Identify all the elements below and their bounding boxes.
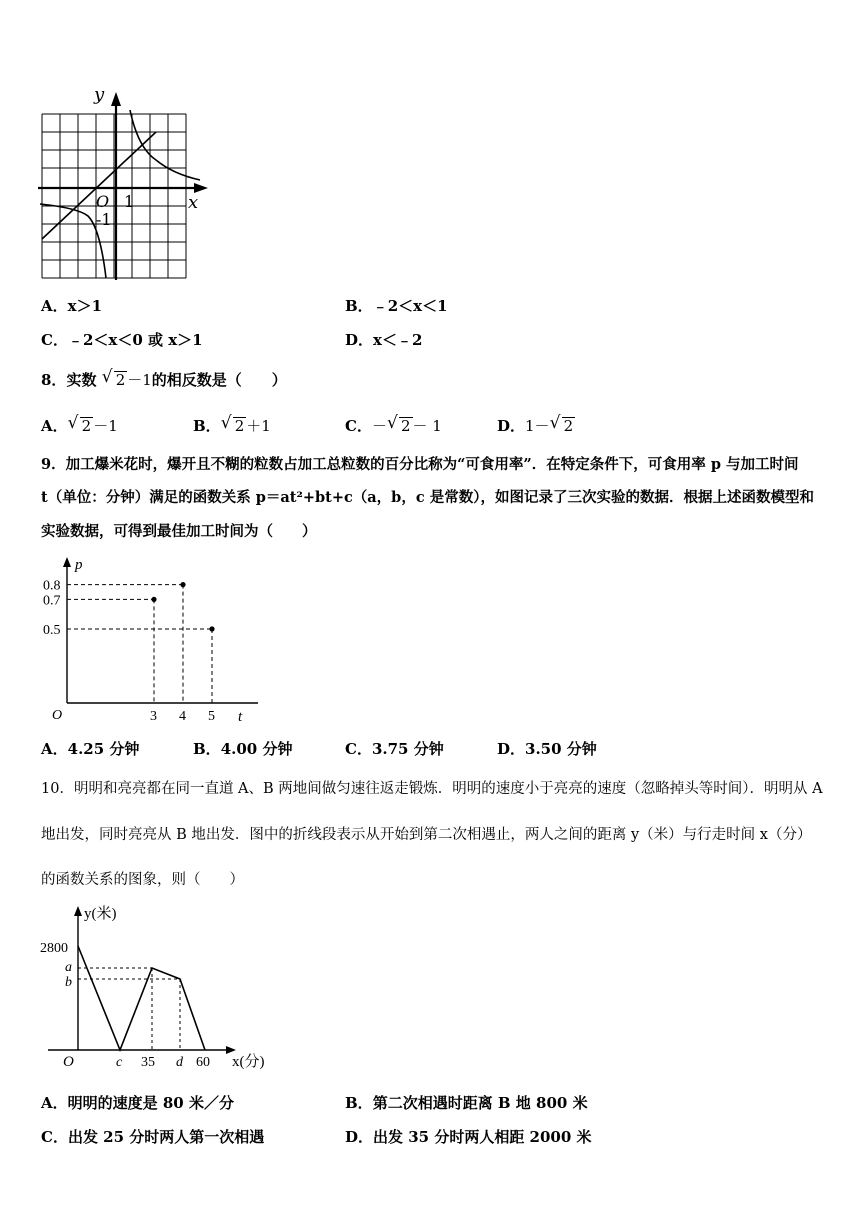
q9-xtick: 5 [208, 709, 215, 724]
q9-ylabel: p [75, 557, 83, 573]
q9-xlabel: t [238, 709, 243, 725]
q10-ytick-2800: 2800 [40, 941, 68, 956]
q9-option-a: A．4.25 分钟 [41, 740, 140, 758]
q10-stem-line1: 10．明明和亮亮都在同一直道 A、B 两地间做匀速往返走锻炼．明明的速度小于亮亮的速度（忽略掉头等时间）．明明从 A [41, 781, 823, 797]
q7-option-d: D．x＜﹣2 [345, 331, 423, 349]
q7-graph [38, 84, 210, 280]
q7-option-a: A．x＞1 [41, 297, 103, 315]
q9-stem-line3: 实验数据，可得到最佳加工时间为（ ） [41, 523, 317, 540]
q7-option-c: C．﹣2＜x＜0 或 x＞1 [41, 331, 203, 349]
q10-graph [38, 900, 278, 1080]
q9-ytick: 0.5 [43, 623, 61, 638]
q10-xtick-60: 60 [196, 1055, 210, 1070]
q10-option-b: B．第二次相遇时距离 B 地 800 米 [345, 1094, 588, 1112]
q10-xtick-c: c [116, 1055, 123, 1070]
q10-xlabel: x(分) [232, 1054, 265, 1070]
q9-xtick: 4 [179, 709, 186, 724]
q8-option-b: B． √ 2 ＋1 [193, 413, 271, 435]
q7-graph-neg-one-label: -1 [96, 210, 112, 229]
q10-origin: O [63, 1054, 74, 1070]
q10-xtick-35: 35 [141, 1055, 155, 1070]
q9-ytick: 0.8 [43, 578, 61, 594]
q10-xtick-d: d [176, 1055, 183, 1070]
q10-ytick-a: a [65, 960, 72, 975]
q8-stem: 8．实数 √ 2 －1的相反数是（ ） [41, 367, 287, 389]
q9-ytick: 0.7 [43, 593, 61, 609]
q9-option-b: B．4.00 分钟 [193, 740, 293, 758]
q7-graph-one-label: 1 [124, 192, 135, 211]
q7-graph-origin-label: O [96, 192, 110, 211]
q7-graph-x-label: x [188, 192, 199, 213]
q10-stem-line2: 地出发，同时亮亮从 B 地出发．图中的折线段表示从开始到第二次相遇止，两人之间的距离 y（米）与行走时间 x（分） [41, 827, 812, 843]
q10-option-d: D．出发 35 分时两人相距 2000 米 [345, 1128, 592, 1146]
q9-origin: O [52, 708, 63, 723]
q7-option-b: B．﹣2＜x＜1 [345, 297, 448, 315]
q9-stem-line1: 9．加工爆米花时，爆开且不糊的粒数占加工总粒数的百分比称为“可食用率”．在特定条件下，可食用率 p 与加工时间 [41, 456, 799, 473]
q10-option-a: A．明明的速度是 80 米／分 [41, 1094, 234, 1112]
q9-option-c: C．3.75 分钟 [345, 740, 444, 758]
q7-graph-y-label: y [94, 84, 105, 105]
q9-point [209, 626, 214, 631]
q9-point [180, 582, 185, 587]
q9-xtick: 3 [150, 709, 157, 724]
q9-stem-line2: t（单位：分钟）满足的函数关系 p＝at²+bt+c（a，b，c 是常数），如图记录了三次实验的数据．根据上述函数模型和 [41, 489, 814, 506]
q9-option-d: D．3.50 分钟 [497, 740, 597, 758]
q8-option-d: D．1－ √ 2 [497, 413, 574, 435]
q10-ytick-b: b [65, 975, 72, 990]
q10-ylabel: y(米) [84, 906, 117, 922]
q9-chart [38, 555, 268, 730]
q10-option-c: C．出发 25 分时两人第一次相遇 [41, 1128, 265, 1146]
q9-point [151, 597, 156, 602]
q8-option-c: C．－ √ 2 － 1 [345, 413, 442, 435]
q8-option-a: A． √ 2 －1 [41, 413, 118, 435]
q10-stem-line3: 的函数关系的图象，则（ ） [41, 872, 244, 888]
